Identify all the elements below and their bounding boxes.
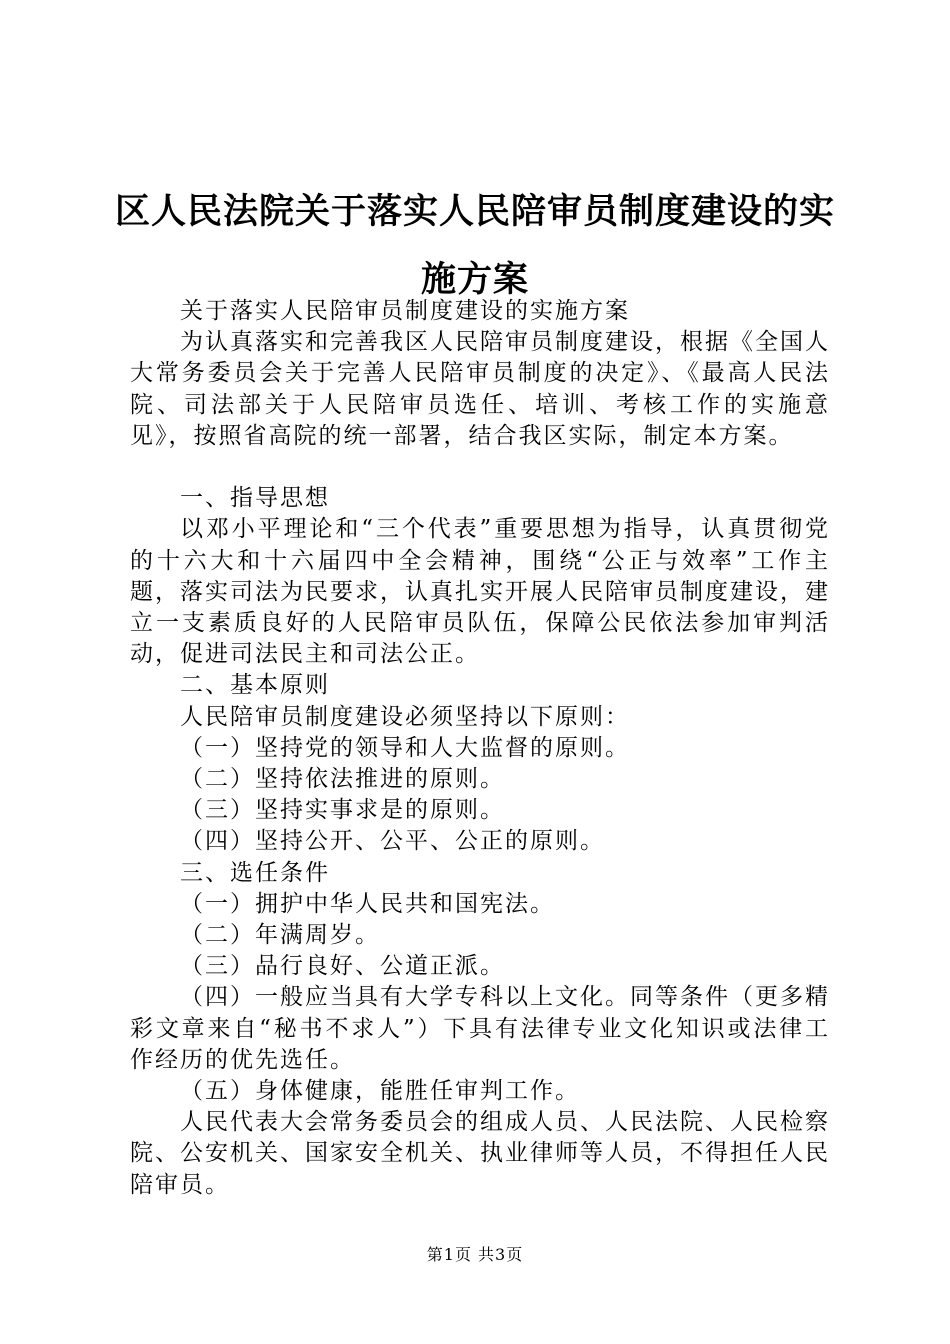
paragraph-gap <box>130 452 830 483</box>
page-number-footer: 第1页 共3页 <box>426 1245 524 1264</box>
principle-item: （三）坚持实事求是的原则。 <box>180 797 505 824</box>
condition-item: （一）拥护中华人民共和国宪法。 <box>180 890 555 917</box>
basic-principles-lead: 人民陪审员制度建设必须坚持以下原则： <box>180 703 630 730</box>
section-heading-guiding-ideology: 一、指导思想 <box>180 485 330 512</box>
document-body <box>130 296 830 1201</box>
condition-item: （五）身体健康，能胜任审判工作。 <box>180 1078 580 1105</box>
guiding-ideology-paragraph: 以邓小平理论和“三个代表”重要思想为指导，认真贯彻党的十六大和十六届四中全会精神，围绕“公正与效率”工作主题，落实司法为民要求，认真扎实开展人民陪审员制度建设，建立一支素质良好的人民陪审员队伍，保障公民依法参加审判活动，促进司法民主和司法公正。 <box>130 516 830 668</box>
document-subtitle: 关于落实人民陪审员制度建设的实施方案 <box>180 298 630 324</box>
principle-item: （二）坚持依法推进的原则。 <box>180 766 505 793</box>
condition-item: （四）一般应当具有大学专科以上文化。同等条件（更多精彩文章来自“秘书不求人”）下具有法律专业文化知识或法律工作经历的优先选任。 <box>130 984 830 1073</box>
section-heading-basic-principles: 二、基本原则 <box>180 672 330 699</box>
intro-paragraph: 为认真落实和完善我区人民陪审员制度建设，根据《全国人大常务委员会关于完善人民陪审员制度的决定》、《最高人民法院、司法部关于人民陪审员选任、培训、考核工作的实施意见》，按照省高院的统一部署，结合我区实际，制定本方案。 <box>130 329 830 449</box>
document-title: 区人民法院关于落实人民陪审员制度建设的实施方案 <box>114 192 835 300</box>
selection-closing-paragraph: 人民代表大会常务委员会的组成人员、人民法院、人民检察院、公安机关、国家安全机关、执业律师等人员，不得担任人民陪审员。 <box>130 1109 830 1198</box>
condition-item: （二）年满周岁。 <box>180 922 380 949</box>
principle-item: （一）坚持党的领导和人大监督的原则。 <box>180 734 630 761</box>
principle-item: （四）坚持公开、公平、公正的原则。 <box>180 828 605 855</box>
condition-item: （三）品行良好、公道正派。 <box>180 953 505 980</box>
section-heading-selection-conditions: 三、选任条件 <box>180 859 330 886</box>
